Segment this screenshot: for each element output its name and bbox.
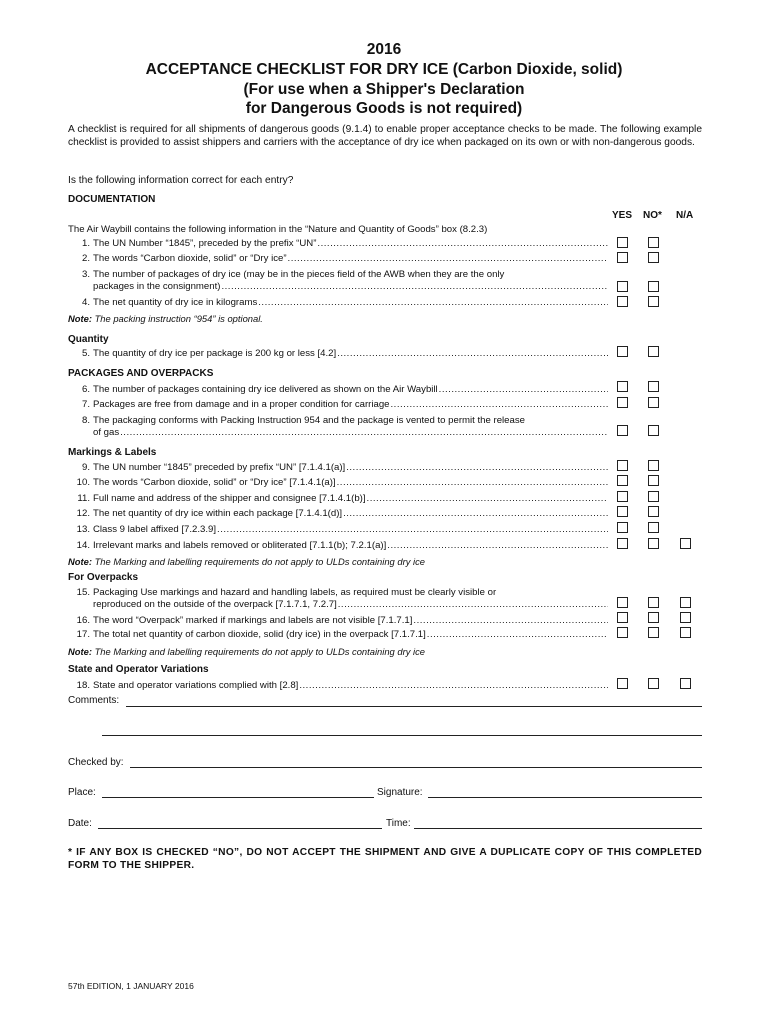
checklist-item [68,508,608,520]
item-number: 12. [76,508,90,519]
item-number: 4. [81,297,90,308]
section-quantity: Quantity [68,334,109,345]
item-number: 10. [76,477,90,488]
checkbox-no-item-1[interactable] [648,237,659,248]
item-number: 17. [76,629,90,640]
leader-dots [439,384,608,396]
checkbox-yes-item-11[interactable] [617,491,628,502]
item-text: The UN Number “1845”, preceded by the prefix “UN” [93,238,317,249]
comments-field-line-2[interactable] [102,735,702,736]
item-text: The net quantity of dry ice within each package [7.1.4.1(d)] [93,508,343,519]
checklist-item [68,587,608,611]
checkbox-no-item-3[interactable] [648,281,659,292]
item-text: State and operator variations complied with [2.8] [93,680,299,691]
signature-label: Signature: [377,787,423,798]
leader-dots [221,281,608,293]
checkbox-no-item-6[interactable] [648,381,659,392]
checkbox-no-item-18[interactable] [648,678,659,689]
leader-dots [427,629,608,641]
item-number: 2. [81,253,90,264]
checkbox-yes-item-7[interactable] [617,397,628,408]
note-packing-instruction [68,313,263,324]
edition-footer: 57th EDITION, 1 JANUARY 2016 [68,981,194,991]
intro-paragraph: A checklist is required for all shipments of dangerous goods (9.1.4) to enable proper acceptance checks to be made. The following example checklist is provided to assist shippers and carriers with the acceptance of dry ice when packaged on its own or with non-dangerous goods. [68,124,702,148]
checkbox-yes-item-5[interactable] [617,346,628,357]
checkbox-yes-item-18[interactable] [617,678,628,689]
checkbox-no-item-7[interactable] [648,397,659,408]
section-documentation: DOCUMENTATION [68,194,156,205]
leader-dots [337,477,608,489]
place-field[interactable] [102,797,374,798]
item-text: Class 9 label affixed [7.2.3.9] [93,524,217,535]
place-label: Place: [68,787,96,798]
checklist-item [68,384,608,396]
awb-intro-text: The Air Waybill contains the following information in the “Nature and Quantity of Goods” box (8.2.3) [68,224,488,235]
checkbox-yes-item-9[interactable] [617,460,628,471]
item-number: 16. [76,615,90,626]
checklist-item [68,615,608,627]
leader-dots [288,253,608,265]
leader-dots [317,238,608,250]
comments-field[interactable] [126,706,702,707]
column-header-yes: YES [612,210,633,221]
item-text: Packages are free from damage and in a proper condition for carriage [93,399,390,410]
item-number: 6. [81,384,90,395]
subtitle-line-1: (For use when a Shipper's Declaration [243,81,525,98]
item-number: 5. [81,348,90,359]
checkbox-no-item-14[interactable] [648,538,659,549]
item-text-continued: reproduced on the outside of the overpack [7.1.7.1, 7.2.7] [93,599,337,610]
checkbox-no-item-10[interactable] [648,475,659,486]
checkbox-no-item-11[interactable] [648,491,659,502]
item-text: The words “Carbon dioxide, solid” or “Dry ice” [93,253,287,264]
checklist-item [68,540,608,552]
checklist-item [68,680,608,692]
item-number: 9. [81,462,90,473]
section-packages: PACKAGES AND OVERPACKS [68,368,214,379]
checkbox-no-item-4[interactable] [648,296,659,307]
question-text: Is the following information correct for each entry? [68,175,294,186]
leader-dots [367,493,608,505]
checkbox-na-item-16[interactable] [680,612,691,623]
item-text: The word “Overpack” marked if markings and labels are not visible [7.1.7.1] [93,615,413,626]
checklist-item [68,253,608,265]
column-header-na: N/A [676,210,694,221]
checkbox-no-item-13[interactable] [648,522,659,533]
checkbox-no-item-12[interactable] [648,506,659,517]
checklist-item [68,477,608,489]
item-text: Irrelevant marks and labels removed or obliterated [7.1.1(b); 7.2.1(a)] [93,540,387,551]
note-text: The Marking and labelling requirements do not apply to ULDs containing dry ice [94,556,425,567]
leader-dots [299,680,608,692]
checked-by-field[interactable] [130,767,702,768]
leader-dots [391,399,608,411]
checklist-item [68,269,608,293]
checkbox-na-item-18[interactable] [680,678,691,689]
checklist-item [68,629,608,641]
checkbox-na-item-15[interactable] [680,597,691,608]
item-number: 11. [77,493,90,504]
rejection-warning: * IF ANY BOX IS CHECKED “NO”, DO NOT ACCEPT THE SHIPMENT AND GIVE A DUPLICATE COPY OF THIS COMPLETED FORM TO THE SHIPPER. [68,847,702,871]
checkbox-yes-item-3[interactable] [617,281,628,292]
comments-label: Comments: [68,695,120,706]
checklist-item [68,348,608,360]
checklist-item [68,493,608,505]
leader-dots [343,508,608,520]
item-text: The net quantity of dry ice in kilograms [93,297,258,308]
checkbox-na-item-14[interactable] [680,538,691,549]
leader-dots [387,540,608,552]
note-text: The Marking and labelling requirements do not apply to ULDs containing dry ice [94,646,425,657]
checkbox-yes-item-2[interactable] [617,252,628,263]
checklist-item [68,238,608,250]
checkbox-yes-item-14[interactable] [617,538,628,549]
item-number: 7. [81,399,90,410]
checkbox-no-item-9[interactable] [648,460,659,471]
checkbox-na-item-17[interactable] [680,627,691,638]
note-text: The packing instruction “954” is optional. [94,313,263,324]
checkbox-no-item-5[interactable] [648,346,659,357]
checkbox-no-item-2[interactable] [648,252,659,263]
leader-dots [120,427,608,439]
checkbox-yes-item-17[interactable] [617,627,628,638]
section-markings: Markings & Labels [68,447,157,458]
checklist-item [68,462,608,474]
leader-dots [217,524,608,536]
subtitle-line-2: for Dangerous Goods is not required) [245,100,523,117]
checkbox-yes-item-15[interactable] [617,597,628,608]
item-number: 14. [76,540,90,551]
page-title: ACCEPTANCE CHECKLIST FOR DRY ICE (Carbon Dioxide, solid) [145,61,623,78]
note-label: Note: [68,646,92,657]
note-label: Note: [68,313,92,324]
note-uld-markings-2 [68,646,425,657]
leader-dots [338,599,608,611]
item-number: 8. [81,415,90,426]
item-number: 18. [76,680,90,691]
item-number: 15. [76,587,90,598]
checkbox-yes-item-10[interactable] [617,475,628,486]
checklist-item [68,297,608,309]
item-text: Full name and address of the shipper and consignee [7.1.4.1(b)] [93,493,366,504]
leader-dots [346,462,608,474]
note-label: Note: [68,556,92,567]
checkbox-yes-item-13[interactable] [617,522,628,533]
checkbox-no-item-17[interactable] [648,627,659,638]
section-overpacks: For Overpacks [68,572,139,583]
checkbox-yes-item-6[interactable] [617,381,628,392]
checklist-item [68,524,608,536]
date-label: Date: [68,818,92,829]
item-text: The number of packages containing dry ice delivered as shown on the Air Waybill [93,384,438,395]
checkbox-no-item-16[interactable] [648,612,659,623]
checkbox-yes-item-4[interactable] [617,296,628,307]
item-number: 1. [81,238,90,249]
leader-dots [413,615,608,627]
signature-field[interactable] [428,797,702,798]
item-text-continued: of gas [93,427,120,438]
item-text: The number of packages of dry ice (may be in the pieces field of the AWB when they are the only [93,269,505,280]
checkbox-no-item-8[interactable] [648,425,659,436]
item-text: Packaging Use markings and hazard and handling labels, as required must be clearly visible or [93,587,497,598]
date-field[interactable] [98,828,382,829]
item-text: The UN number “1845” preceded by prefix “UN” [7.1.4.1(a)] [93,462,346,473]
item-text: The total net quantity of carbon dioxide, solid (dry ice) in the overpack [7.1.7.1] [93,629,426,640]
checklist-item [68,415,608,439]
item-number: 3. [81,269,90,280]
checkbox-yes-item-16[interactable] [617,612,628,623]
item-text: The quantity of dry ice per package is 200 kg or less [4.2] [93,348,337,359]
item-number: 13. [76,524,90,535]
checklist-item [68,399,608,411]
title-block [0,40,768,118]
checkbox-no-item-15[interactable] [648,597,659,608]
column-header-no: NO* [643,210,662,221]
item-text: The packaging conforms with Packing Instruction 954 and the package is vented to permit the release [93,415,525,426]
year-heading: 2016 [366,41,402,58]
section-state-operator: State and Operator Variations [68,664,209,675]
note-uld-markings [68,556,425,567]
checked-by-label: Checked by: [68,757,124,768]
time-field[interactable] [414,828,702,829]
checkbox-yes-item-12[interactable] [617,506,628,517]
item-text-continued: packages in the consignment) [93,281,221,292]
time-label: Time: [386,818,411,829]
leader-dots [258,297,608,309]
checkbox-yes-item-8[interactable] [617,425,628,436]
checkbox-yes-item-1[interactable] [617,237,628,248]
item-text: The words “Carbon dioxide, solid” or “Dry ice” [7.1.4.1(a)] [93,477,336,488]
leader-dots [337,348,608,360]
